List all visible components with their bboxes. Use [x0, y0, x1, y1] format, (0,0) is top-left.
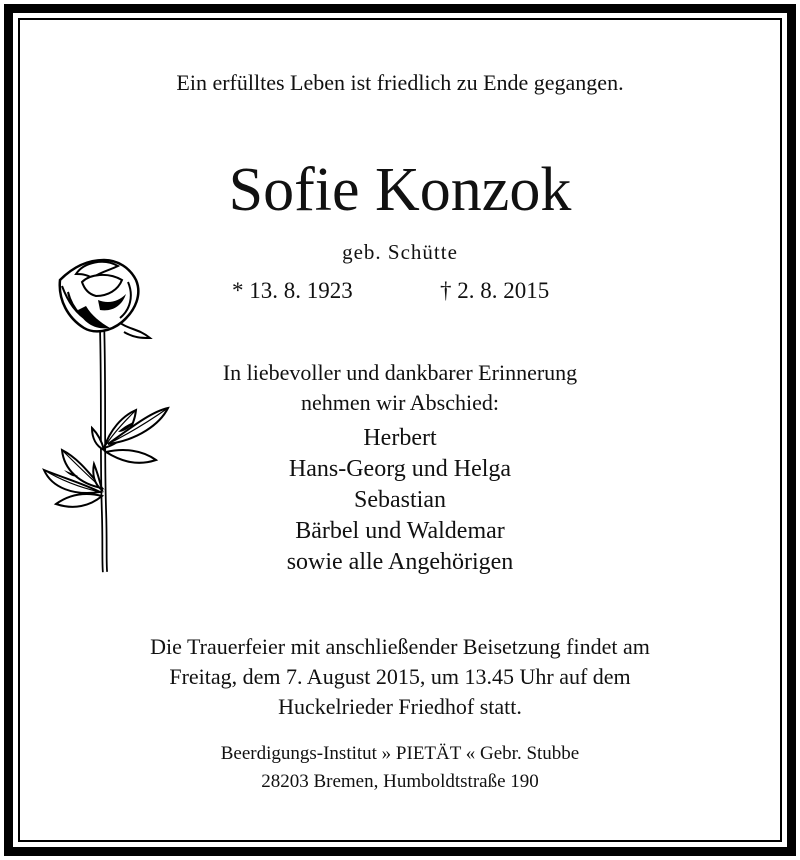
service-line-1: Die Trauerfeier mit anschließender Beisetzung findet am	[150, 634, 650, 659]
service-line-3: Huckelrieder Friedhof statt.	[278, 694, 522, 719]
maiden-name: geb. Schütte	[342, 240, 458, 264]
family-member: Sebastian	[354, 487, 446, 513]
family-member: Herbert	[363, 425, 437, 451]
mourning-line-2: nehmen wir Abschied:	[301, 390, 499, 415]
funeral-home-address: 28203 Bremen, Humboldtstraße 190	[261, 771, 539, 792]
family-member: sowie alle Angehörigen	[286, 549, 514, 575]
family-member: Bärbel und Waldemar	[295, 518, 505, 544]
service-line-2: Freitag, dem 7. August 2015, um 13.45 Uhr auf dem	[169, 664, 631, 689]
death-date: † 2. 8. 2015	[440, 278, 550, 303]
intro-text: Ein erfülltes Leben ist friedlich zu Ende gegangen.	[176, 70, 624, 95]
mourning-line-1: In liebevoller und dankbarer Erinnerung	[222, 360, 578, 385]
deceased-name: Sofie Konzok	[228, 156, 572, 224]
funeral-home-name: Beerdigungs-Institut » PIETÄT « Gebr. Stubbe	[220, 743, 580, 764]
family-member: Hans-Georg und Helga	[288, 456, 512, 482]
birth-date: * 13. 8. 1923	[232, 278, 353, 303]
